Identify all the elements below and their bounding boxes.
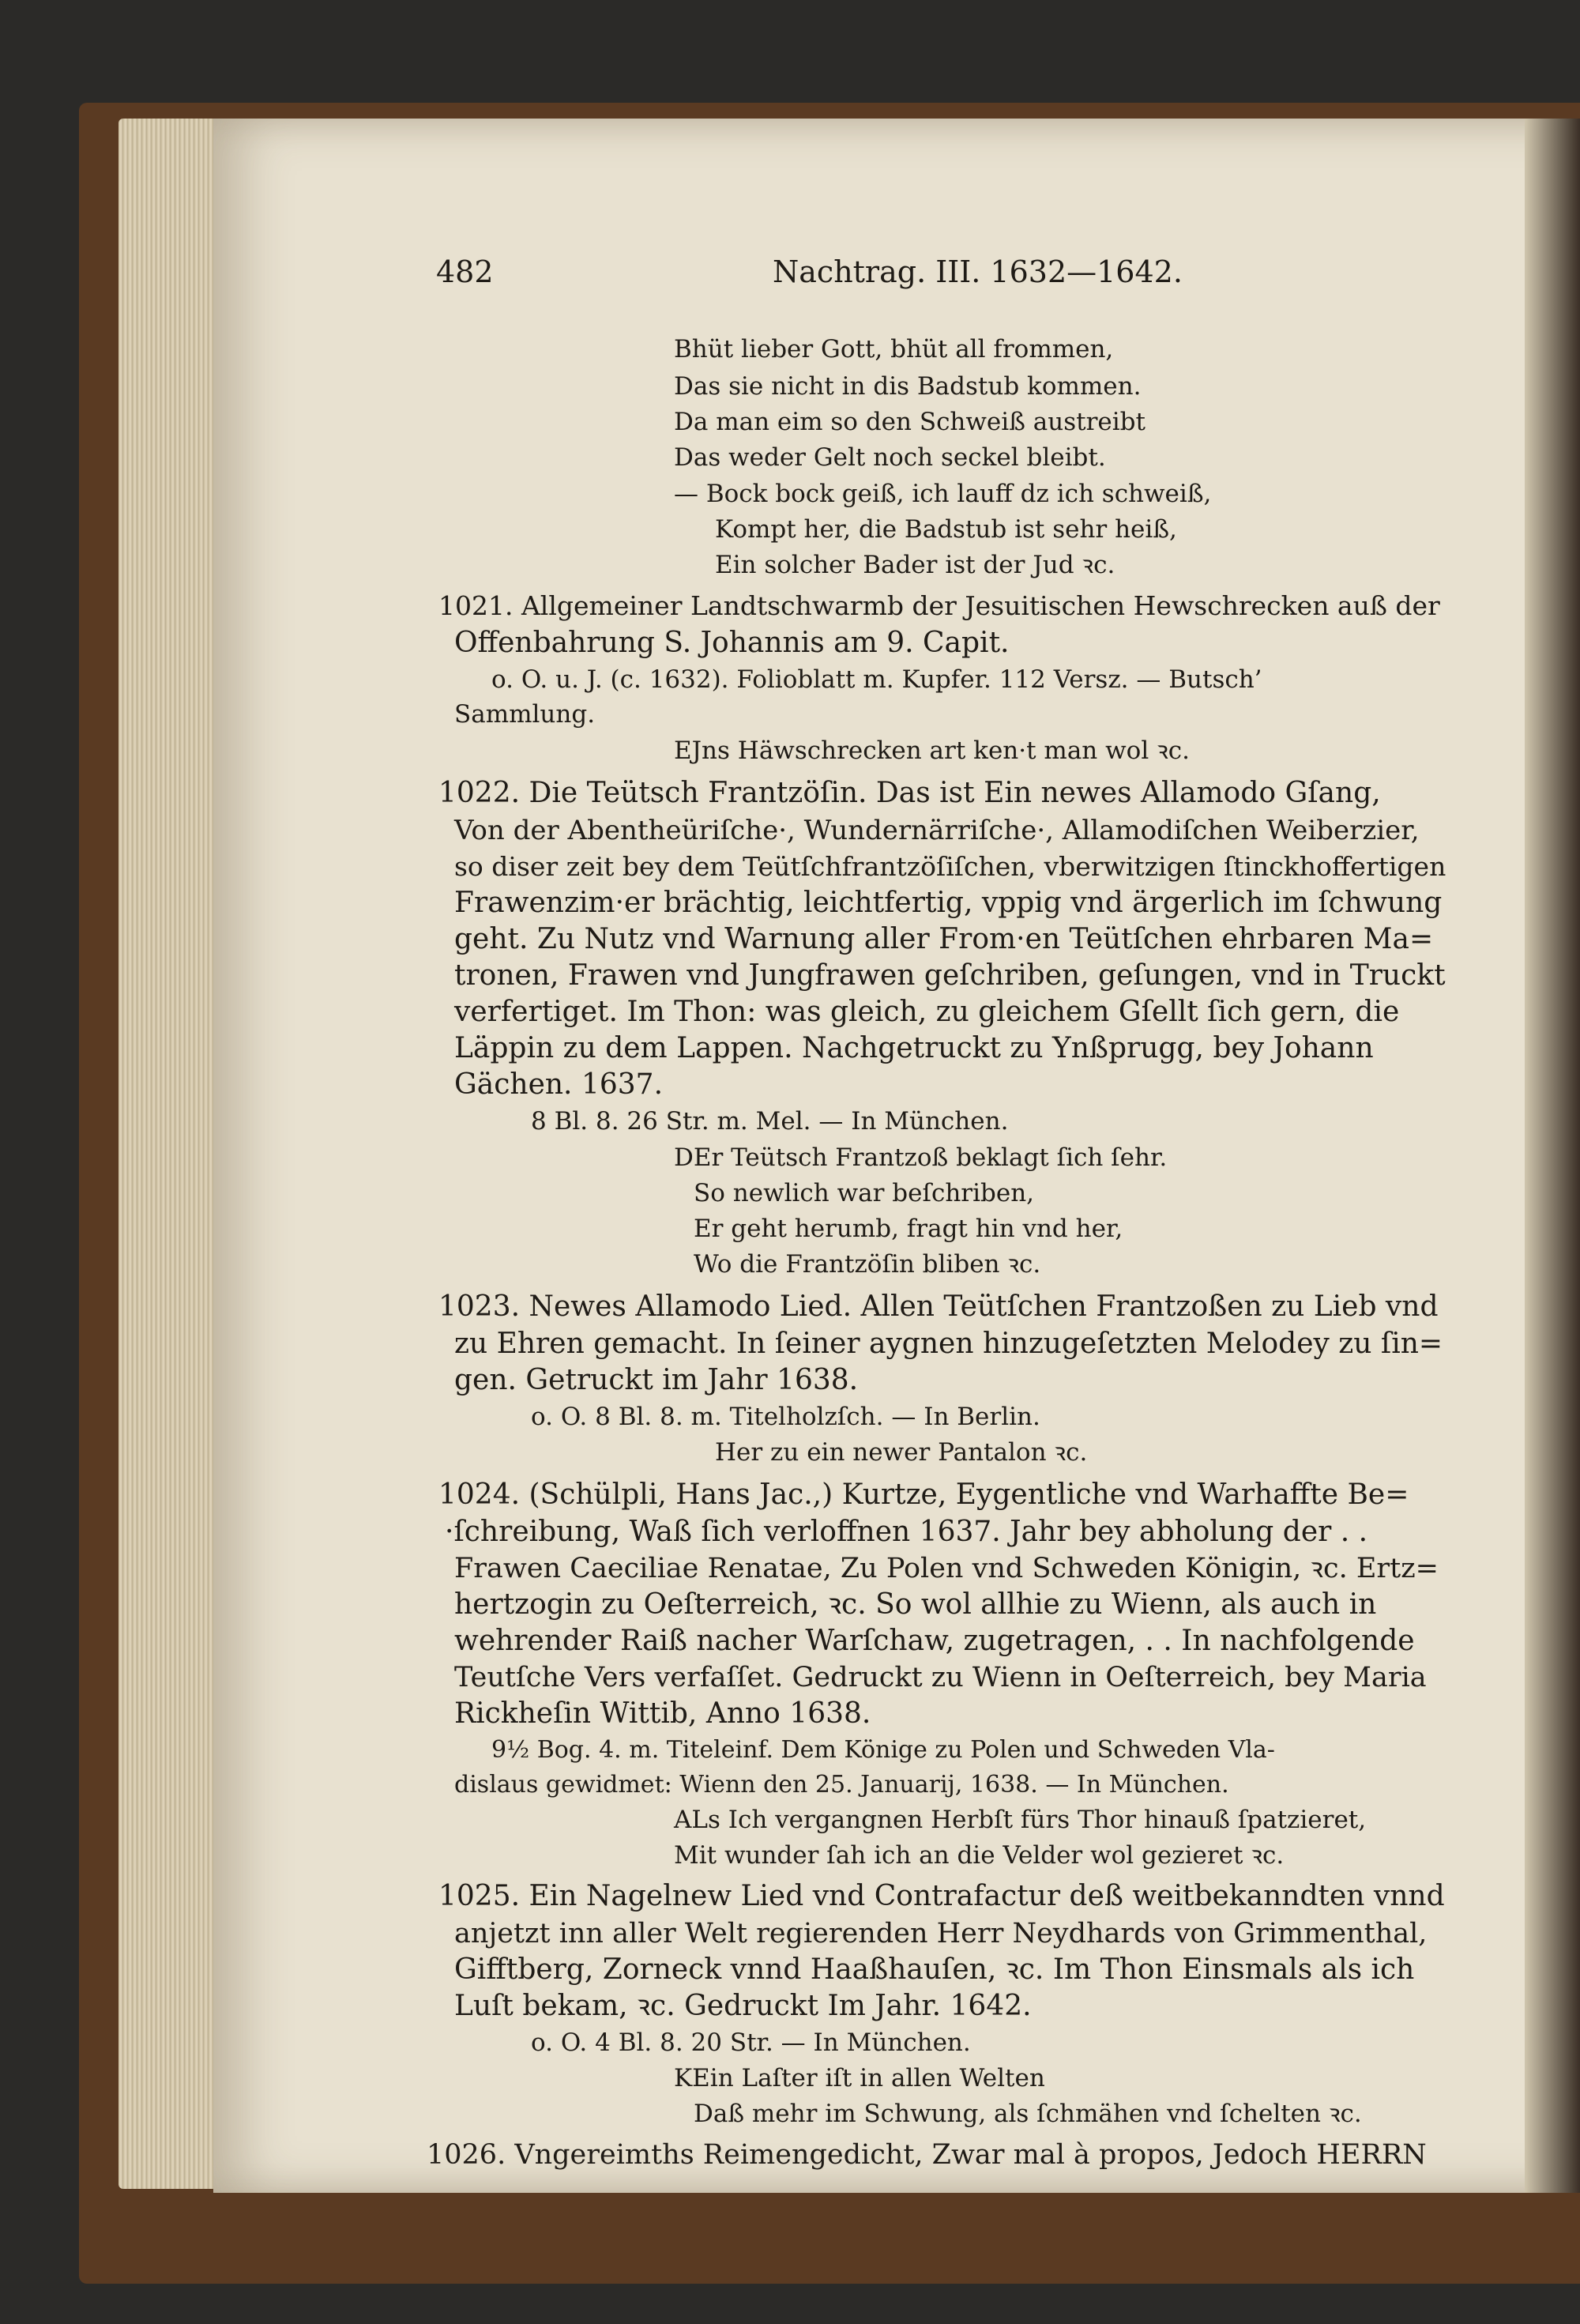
- text-line: o. O. 8 Bl. 8. m. Titelholzſch. — In Berlin.: [531, 1403, 1040, 1431]
- text-line: So newlich war beſchriben,: [694, 1179, 1035, 1207]
- text-line: Teutſche Vers verfaſſet. Gedruckt zu Wienn in Oeſterreich, bey Maria: [454, 1662, 1427, 1693]
- text-line: 1021. Allgemeiner Landtschwarmb der Jesuitischen Hewschrecken auß der: [438, 590, 1440, 621]
- text-line: zu Ehren gemacht. In ſeiner aygnen hinzugeſetzten Melodey zu ſin=: [454, 1328, 1443, 1360]
- text-line: 1023. Newes Allamodo Lied. Allen Teütſchen Frantzoßen zu Lieb vnd: [438, 1290, 1439, 1323]
- text-line: o. O. u. J. (c. 1632). Folioblatt m. Kupfer. 112 Versz. — Butsch’: [491, 665, 1262, 694]
- page-number: 482: [436, 254, 494, 289]
- text-line: EJns Häwschrecken art ken·t man wol ꝛc.: [674, 736, 1190, 765]
- text-line: Gifftberg, Zorneck vnnd Haaßhauſen, ꝛc. Im Thon Einsmals als ich: [454, 1953, 1415, 1986]
- text-line: 1026. Vngereimths Reimengedicht, Zwar mal à propos, Jedoch HERRN: [427, 2139, 1427, 2171]
- text-line: geht. Zu Nutz vnd Warnung aller From·en Teütſchen ehrbaren Ma=: [454, 923, 1434, 955]
- text-line: Ein solcher Bader ist der Jud ꝛc.: [715, 551, 1115, 579]
- text-line: Her zu ein newer Pantalon ꝛc.: [715, 1438, 1088, 1467]
- text-line: tronen, Frawen vnd Jungfrawen geſchriben, geſungen, vnd in Truckt: [454, 959, 1446, 992]
- text-line: Das weder Gelt noch seckel bleibt.: [674, 443, 1106, 472]
- text-line: 1024. (Schülpli, Hans Jac.,) Kurtze, Eygentliche vnd Warhaffte Be=: [438, 1478, 1409, 1511]
- text-line: Gächen. 1637.: [454, 1068, 664, 1101]
- text-line: Mit wunder ſah ich an die Velder wol gezieret ꝛc.: [674, 1841, 1285, 1870]
- text-line: dislaus gewidmet: Wienn den 25. Januarij, 1638. — In München.: [454, 1771, 1229, 1799]
- text-line: Luſt bekam, ꝛc. Gedruckt Im Jahr. 1642.: [454, 1990, 1032, 2022]
- text-line: Läppin zu dem Lappen. Nachgetruckt zu Ynßprugg, bey Johann: [454, 1032, 1374, 1064]
- text-line: Sammlung.: [454, 700, 596, 729]
- text-line: 1022. Die Teütsch Frantzöſin. Das ist Ein newes Allamodo Gſang,: [438, 777, 1381, 809]
- text-line: so diser zeit bey dem Teütſchfrantzöſiſchen, vberwitzigen ſtinckhoffertigen: [454, 851, 1446, 882]
- text-line: Kompt her, die Badstub ist sehr heiß,: [715, 515, 1177, 544]
- text-line: 1025. Ein Nagelnew Lied vnd Contrafactur deß weitbekanndten vnnd: [438, 1880, 1445, 1912]
- text-line: Frawenzim·er brächtig, leichtfertig, vppig vnd ärgerlich im ſchwung: [454, 887, 1443, 919]
- text-line: ·ſchreibung, Waß ſich verloffnen 1637. Jahr bey abholung der . .: [445, 1516, 1368, 1548]
- text-line: Daß mehr im Schwung, als ſchmähen vnd ſchelten ꝛc.: [694, 2100, 1362, 2128]
- text-line: hertzogin zu Oeſterreich, ꝛc. So wol allhie zu Wienn, als auch in: [454, 1588, 1377, 1621]
- text-line: Wo die Frantzöſin bliben ꝛc.: [694, 1250, 1041, 1279]
- text-line: DEr Teütsch Frantzoß beklagt ſich ſehr.: [674, 1143, 1168, 1172]
- text-line: anjetzt inn aller Welt regierenden Herr Neydhards von Grimmenthal,: [454, 1918, 1428, 1949]
- text-line: Rickheſin Wittib, Anno 1638.: [454, 1697, 871, 1730]
- text-line: wehrender Raiß nacher Warſchaw, zugetragen, . . In nachfolgende: [454, 1625, 1415, 1657]
- text-line: verfertiget. Im Thon: was gleich, zu gleichem Gſellt ſich gern, die: [454, 996, 1400, 1028]
- text-line: Das sie nicht in dis Badstub kommen.: [674, 372, 1142, 401]
- text-line: Frawen Caeciliae Renatae, Zu Polen vnd Schweden Königin, ꝛc. Ertz=: [454, 1553, 1439, 1584]
- text-line: Von der Abentheüriſche·, Wundernärriſche·, Allamodiſchen Weiberzier,: [454, 815, 1420, 846]
- facing-page-edge: [1525, 119, 1580, 2193]
- text-line: Da man eim so den Schweiß austreibt: [674, 408, 1146, 436]
- text-line: 9½ Bog. 4. m. Titeleinf. Dem Könige zu Polen und Schweden Vla-: [491, 1736, 1275, 1764]
- text-line: — Bock bock geiß, ich lauff dz ich schweiß,: [674, 480, 1212, 508]
- text-line: Offenbahrung S. Johannis am 9. Capit.: [454, 627, 1010, 659]
- text-line: ALs Ich vergangnen Herbſt fürs Thor hinauß ſpatzieret,: [674, 1806, 1367, 1834]
- page-edges: [118, 119, 221, 2189]
- running-title: Nachtrag. III. 1632—1642.: [773, 254, 1183, 289]
- text-line: 8 Bl. 8. 26 Str. m. Mel. — In München.: [531, 1107, 1009, 1136]
- text-line: Bhüt lieber Gott, bhüt all frommen,: [674, 335, 1114, 363]
- text-line: KEin Laſter iſt in allen Welten: [674, 2064, 1045, 2092]
- text-line: gen. Getruckt im Jahr 1638.: [454, 1364, 859, 1396]
- text-line: o. O. 4 Bl. 8. 20 Str. — In München.: [531, 2028, 971, 2057]
- text-line: Er geht herumb, fragt hin vnd her,: [694, 1215, 1123, 1243]
